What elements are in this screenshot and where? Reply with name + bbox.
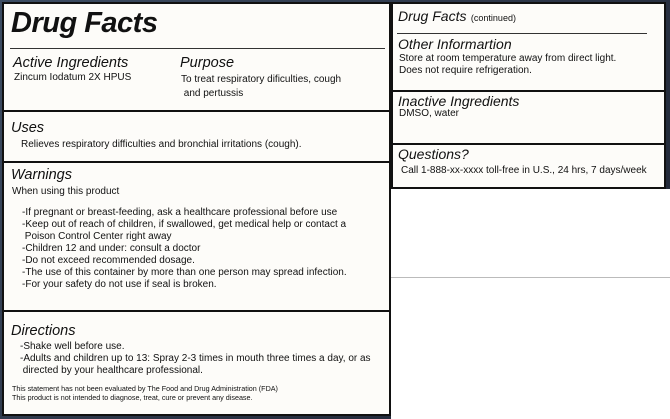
continued-label: (continued): [470, 13, 516, 23]
continued-title-row: [398, 8, 516, 26]
purpose-heading: Purpose: [180, 55, 235, 71]
warning-item: -Do not exceed recommended dosage.: [22, 255, 195, 266]
uses-text: Relieves respiratory difficulties and bronchial irritations (cough).: [21, 139, 302, 150]
inactive-ingredients-text: DMSO, water: [399, 108, 460, 119]
active-ingredients-text: Zincum Iodatum 2X HPUS: [14, 72, 132, 83]
inactive-ingredients-heading: Inactive Ingredients: [398, 93, 520, 109]
drug-facts-panel-right: [391, 2, 666, 189]
drug-facts-panel-left: [2, 2, 391, 416]
title-divider: [397, 33, 647, 34]
active-ingredients-heading: Active Ingredients: [13, 55, 129, 71]
uses-heading: Uses: [11, 120, 45, 136]
blank-area: [391, 189, 670, 419]
other-information-line: Does not require refrigeration.: [399, 65, 532, 76]
direction-item: directed by your healthcare professional.: [20, 365, 203, 376]
section-divider: [4, 161, 389, 163]
blank-divider: [391, 277, 670, 278]
warning-item: -Children 12 and under: consult a doctor: [22, 243, 201, 254]
directions-heading: Directions: [11, 323, 76, 339]
warning-item: -Keep out of reach of children, if swallowed, get medical help or contact a: [22, 219, 347, 230]
purpose-line: and pertussis: [181, 88, 244, 99]
questions-heading: Questions?: [398, 146, 469, 162]
questions-text: Call 1-888-xx-xxxx toll-free in U.S., 24 hrs, 7 days/week: [401, 165, 647, 176]
directions-list: [20, 341, 371, 377]
section-divider: [4, 310, 389, 312]
purpose-line: To treat respiratory dificulties, cough: [181, 74, 342, 85]
warning-item: -For your safety do not use if seal is broken.: [22, 279, 217, 290]
other-information-heading: Other Informartion: [398, 36, 512, 52]
fda-disclaimer-line: This statement has not been evaluated by The Food and Drug Administration (FDA): [12, 384, 278, 393]
section-divider: [393, 90, 664, 92]
fda-disclaimer-line: This product is not intended to diagnose, treat, cure or prevent any disease.: [12, 393, 253, 402]
warning-item: Poison Control Center right away: [22, 231, 172, 242]
warning-item: -The use of this container by more than one person may spread infection.: [22, 267, 347, 278]
other-information-line: Store at room temperature away from direct light.: [399, 53, 617, 64]
warning-item: -If pregnant or breast-feeding, ask a healthcare professional before use: [22, 207, 338, 218]
warnings-list: [22, 207, 347, 291]
direction-item: -Adults and children up to 13: Spray 2-3 times in mouth three times a day, or as: [20, 353, 371, 364]
warnings-heading: Warnings: [11, 167, 72, 183]
title-divider: [10, 48, 385, 49]
drug-facts-continued-title: Drug Facts: [398, 8, 467, 24]
section-divider: [4, 110, 389, 112]
section-divider: [393, 143, 664, 145]
drug-facts-title: Drug Facts: [11, 7, 158, 39]
direction-item: -Shake well before use.: [20, 341, 125, 352]
warnings-intro: When using this product: [12, 186, 120, 197]
